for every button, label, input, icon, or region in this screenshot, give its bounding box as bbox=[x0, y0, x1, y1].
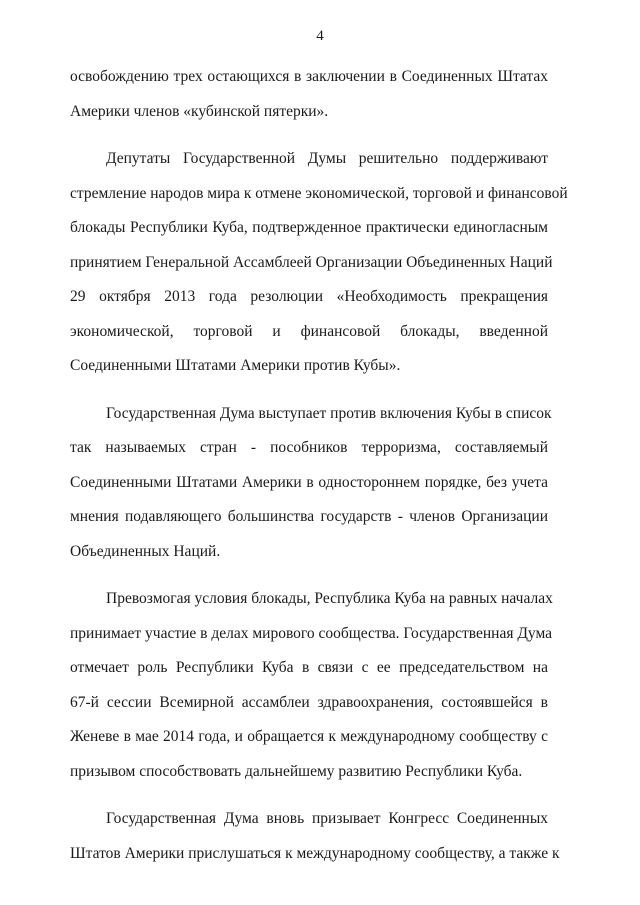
text-line: призывом способствовать дальнейшему развитию Республики Куба. bbox=[70, 762, 523, 780]
text-line: Соединенными Штатами Америки против Кубы». bbox=[70, 357, 401, 374]
text-line: Америки членов «кубинской пятерки». bbox=[70, 102, 329, 120]
text-line: 67-й сессии Всемирной ассамблеи здравоохранения, состоявшейся в bbox=[70, 693, 548, 711]
text-line: Женеве в мае 2014 года, и обращается к международному сообществу с bbox=[70, 728, 548, 745]
text-line: Объединенных Наций. bbox=[70, 542, 221, 560]
text-line: освобождению трех остающихся в заключении в Соединенных Штатах bbox=[70, 68, 548, 85]
paragraph bbox=[70, 142, 568, 384]
text-line: Депутаты Государственной Думы решительно поддерживают bbox=[106, 150, 548, 167]
text-line: Штатов Америки прислушаться к международному сообществу, а также к bbox=[70, 844, 560, 862]
text-line: принятием Генеральной Ассамблеей Организации Объединенных Наций bbox=[70, 253, 553, 271]
paragraph bbox=[70, 60, 548, 129]
text-line: так называемых стран - пособников терроризма, составляемый bbox=[70, 439, 548, 456]
text-line: принимает участие в делах мирового сообщества. Государственная Дума bbox=[70, 624, 553, 642]
paragraph bbox=[70, 582, 553, 789]
page-number: 4 bbox=[316, 28, 324, 44]
paragraph bbox=[70, 802, 560, 871]
paragraph bbox=[70, 397, 552, 570]
text-line: экономической, торговой и финансовой блокады, введенной bbox=[70, 322, 548, 340]
text-line: Превозмогая условия блокады, Республика Куба на равных началах bbox=[106, 590, 553, 607]
text-line: блокады Республики Куба, подтвержденное практически единогласным bbox=[70, 219, 548, 236]
text-line: мнения подавляющего большинства государств - членов Организации bbox=[70, 508, 548, 525]
text-line: стремление народов мира к отмене экономической, торговой и финансовой bbox=[70, 184, 568, 202]
text-line: Соединенными Штатами Америки в одностороннем порядке, без учета bbox=[70, 473, 548, 491]
text-line: 29 октября 2013 года резолюции «Необходимость прекращения bbox=[70, 288, 548, 305]
text-line: отмечает роль Республики Куба в связи с ее председательством на bbox=[70, 659, 548, 676]
document-body bbox=[70, 60, 568, 871]
text-line: Государственная Дума выступает против включения Кубы в список bbox=[106, 404, 552, 422]
text-line: Государственная Дума вновь призывает Конгресс Соединенных bbox=[106, 810, 548, 827]
